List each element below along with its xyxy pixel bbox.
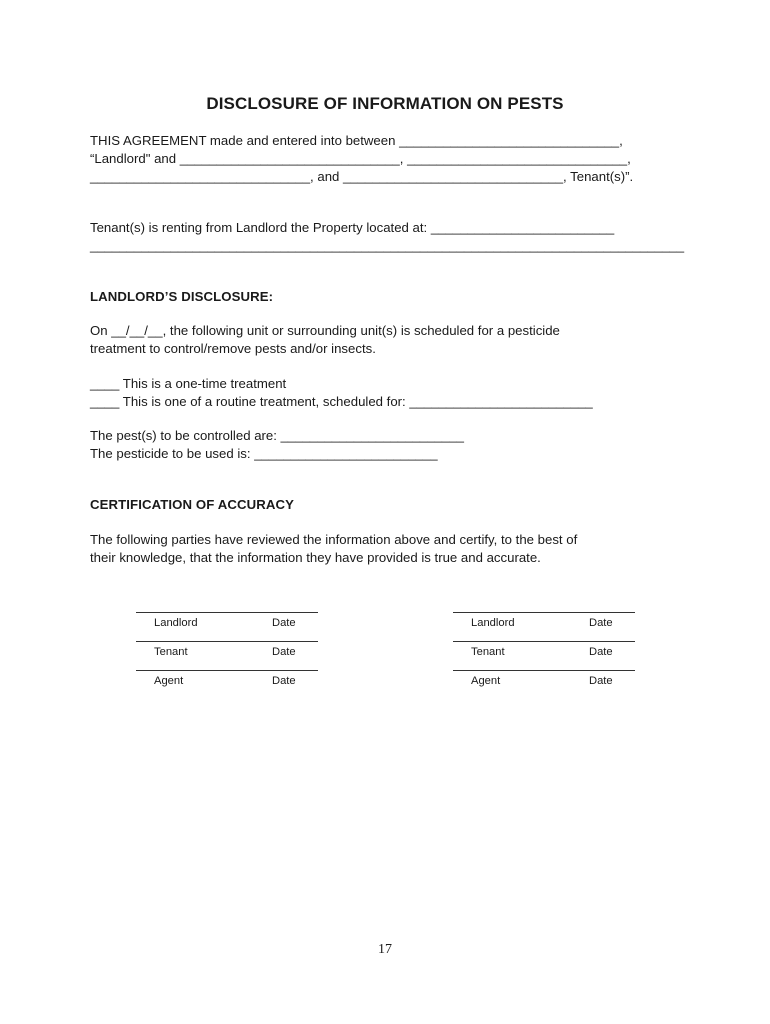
intro-line: “Landlord" and ______________________________, ______________________________,: [90, 151, 631, 166]
signature-role-label: Tenant: [154, 646, 188, 658]
treatment-line: treatment to control/remove pests and/or insects.: [90, 341, 376, 356]
signature-role-label: Landlord: [154, 617, 198, 629]
signature-date-label: Date: [272, 617, 296, 629]
signature-date-label: Date: [589, 617, 613, 629]
property-line: _________________________________________________________________________________: [90, 238, 685, 253]
property-location: [90, 219, 690, 255]
intro-line: ______________________________, and ______________________________, Tenant(s)”.: [90, 169, 634, 184]
signature-date-label: Date: [272, 646, 296, 658]
signature-line[interactable]: [136, 670, 318, 699]
pest-line: The pest(s) to be controlled are: _________________________: [90, 428, 464, 443]
pest-line: The pesticide to be used is: _________________________: [90, 446, 438, 461]
signature-line[interactable]: [453, 612, 635, 641]
property-line: Tenant(s) is renting from Landlord the Property located at: _________________________: [90, 220, 615, 235]
intro-line: THIS AGREEMENT made and entered into between ______________________________,: [90, 133, 623, 148]
signature-block-right: [453, 612, 635, 699]
signature-line[interactable]: [136, 612, 318, 641]
agreement-intro: [90, 132, 690, 186]
signature-date-label: Date: [589, 675, 613, 687]
signature-line[interactable]: [136, 641, 318, 670]
pest-details: [90, 427, 690, 463]
signature-role-label: Landlord: [471, 617, 515, 629]
signature-date-label: Date: [589, 646, 613, 658]
treatment-options: [90, 375, 690, 411]
certification-heading: CERTIFICATION OF ACCURACY: [90, 497, 294, 512]
treatment-line: On __/__/__, the following unit or surrounding unit(s) is scheduled for a pesticide: [90, 323, 560, 338]
landlord-disclosure-heading: LANDLORD’S DISCLOSURE:: [90, 289, 274, 304]
signature-role-label: Agent: [154, 675, 184, 687]
signature-line[interactable]: [453, 670, 635, 699]
signature-role-label: Agent: [471, 675, 501, 687]
page-number: 17: [378, 942, 392, 957]
signature-date-label: Date: [272, 675, 296, 687]
treatment-schedule: [90, 322, 690, 358]
certification-text: [90, 531, 690, 567]
certification-line: The following parties have reviewed the information above and certify, to the best of: [90, 532, 578, 547]
signature-block-left: [136, 612, 318, 699]
treatment-option: ____ This is a one-time treatment: [90, 376, 287, 391]
document-title: DISCLOSURE OF INFORMATION ON PESTS: [206, 94, 564, 113]
signature-line[interactable]: [453, 641, 635, 670]
certification-line: their knowledge, that the information they have provided is true and accurate.: [90, 550, 541, 565]
signature-role-label: Tenant: [471, 646, 505, 658]
treatment-option: ____ This is one of a routine treatment, scheduled for: _________________________: [90, 394, 593, 409]
